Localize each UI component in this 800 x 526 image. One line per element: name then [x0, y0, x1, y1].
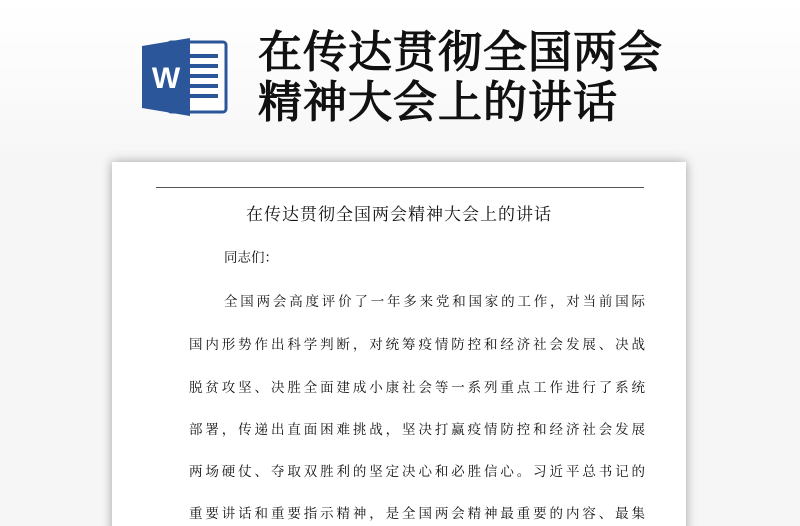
banner-title-line-2: 精神大会上的讲话 [258, 77, 618, 128]
banner-title-line-1: 在传达贯彻全国两会 [258, 27, 663, 78]
body-line: 部署，传递出直面困难挑战，坚决打赢疫情防控和经济社会发展 [189, 422, 645, 438]
document-page [112, 162, 686, 526]
body-line: 全国两会高度评价了一年多来党和国家的工作，对当前国际 [224, 294, 645, 310]
body-line: 两场硬仗、夺取双胜利的坚定决心和必胜信心。习近平总书记的 [189, 464, 645, 480]
banner-title [258, 28, 778, 128]
header-rule [156, 187, 644, 188]
body-line: 国内形势作出科学判断，对统筹疫情防控和经济社会发展、决战 [189, 337, 645, 353]
document-title: 在传达贯彻全国两会精神大会上的讲话 [246, 205, 552, 225]
salutation: 同志们： [224, 250, 278, 266]
body-line: 脱贫攻坚、决胜全面建成小康社会等一系列重点工作进行了系统 [189, 380, 645, 396]
word-logo-letter: W [151, 62, 181, 95]
word-icon [140, 36, 228, 118]
header-banner [0, 0, 800, 150]
body-line: 重要讲话和重要指示精神，是全国两会精神最重要的内容、最集 [189, 506, 645, 522]
